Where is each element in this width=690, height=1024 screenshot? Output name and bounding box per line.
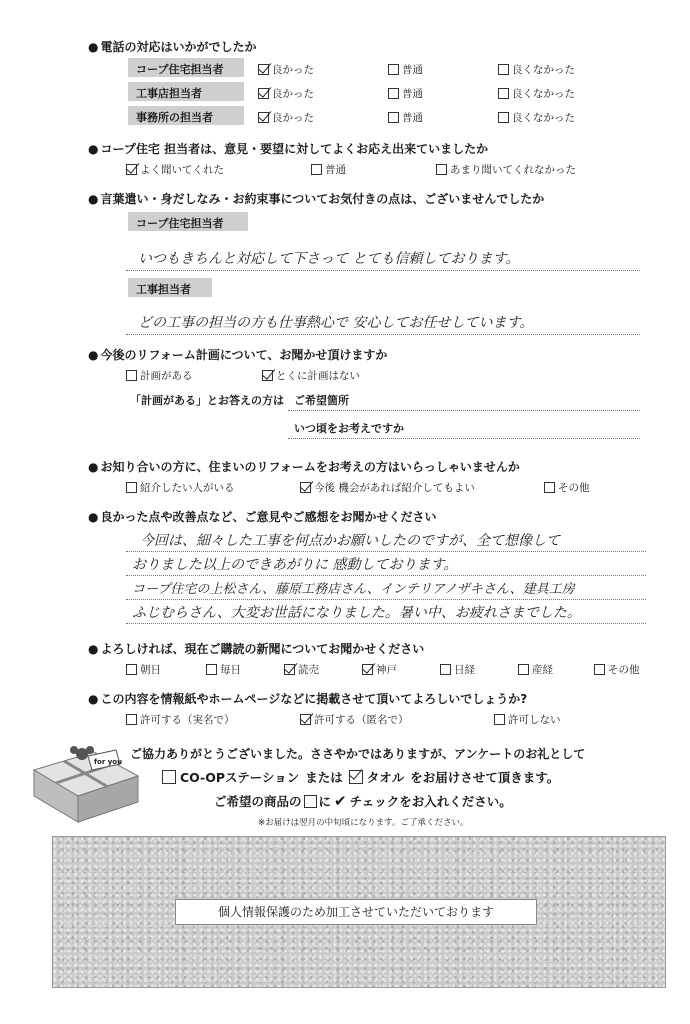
q1-row1-label: コープ住宅担当者 [128,58,244,77]
option-label: 神戸 [376,664,397,676]
q7-opt7[interactable] [594,662,640,677]
q7-opt3[interactable] [284,662,319,677]
field-line[interactable] [288,410,640,411]
checkbox-checked-icon[interactable] [284,664,295,675]
gift-option2-checkbox[interactable] [349,770,363,784]
option-label: その他 [608,664,640,676]
q4-field2: いつ頃をお考えですか [294,422,404,435]
q3-label1: コープ住宅担当者 [128,212,248,231]
checkbox-checked-icon[interactable] [262,370,273,381]
checkbox-icon[interactable] [498,112,509,123]
option-label: 産経 [532,664,553,676]
checkbox-icon[interactable] [440,664,451,675]
option-label: よく聞いてくれた [140,164,224,176]
gift-box-icon [30,736,142,826]
checkbox-checked-icon[interactable] [258,88,269,99]
gift-mid-text: または [305,770,343,785]
gift-choice-row [162,768,559,786]
checkbox-icon[interactable] [518,664,529,675]
q3-label2: 工事担当者 [128,278,212,297]
gift-tag-text: for you [94,758,123,766]
answer-line [126,623,646,624]
checkbox-icon[interactable] [594,664,605,675]
q1-row3-opt3[interactable] [498,110,575,125]
q2-opt3[interactable] [436,162,576,177]
gift-option1-checkbox[interactable] [162,770,176,784]
option-label: 今後 機会があれば紹介してもよい [314,482,475,494]
q2-opt1[interactable] [126,162,224,177]
q1-row3-opt2[interactable] [388,110,423,125]
option-label: 普通 [402,88,423,100]
option-label: 許可する（匿名で） [314,714,409,726]
option-label: 良くなかった [512,64,575,76]
option-label: 紹介したい人がいる [140,482,235,494]
q6-line2: おりました以上のできあがりに 感動しております。 [132,557,458,573]
option-label: あまり聞いてくれなかった [450,164,576,176]
q7-opt1[interactable] [126,662,161,677]
checkbox-icon[interactable] [388,88,399,99]
q5-title: ● お知り合いの方に、住まいのリフォームをお考えの方はいらっしゃいませんか [88,458,520,475]
checkbox-icon[interactable] [498,64,509,75]
q8-title: ● この内容を情報紙やホームページなどに掲載させて頂いてよろしいでしょうか? [88,690,527,707]
q7-opt5[interactable] [440,662,475,677]
q4-title: ● 今後のリフォーム計画について、お聞かせ頂けますか [88,346,387,363]
field-line[interactable] [288,438,640,439]
checkbox-icon[interactable] [311,164,322,175]
q1-row2-label: 工事店担当者 [128,82,244,101]
checkbox-icon[interactable] [436,164,447,175]
option-label: 許可しない [508,714,561,726]
gift-delivery-note: ※お届けは翌月の中旬頃になります。ご了承ください。 [258,818,469,828]
q7-title: ● よろしければ、現在ご購読の新聞についてお聞かせください [88,640,424,657]
q1-row1-opt2[interactable] [388,62,423,77]
gift-option1-label: CO-OPステーション [180,770,300,785]
answer-line [126,270,640,271]
checkbox-checked-icon[interactable] [300,714,311,725]
q4-opt1[interactable] [126,368,193,383]
checkbox-icon[interactable] [494,714,505,725]
q4-field1: ご希望箇所 [294,394,349,407]
option-label: 普通 [402,64,423,76]
gift-thanks-line: ご協力ありがとうございました。ささやかではありますが、アンケートのお礼として [130,747,586,761]
q8-opt3[interactable] [494,712,561,727]
q6-line3: コープ住宅の上松さん、藤原工務店さん、インテリアノザキさん、建具工房 [132,582,575,597]
option-label: 普通 [402,112,423,124]
gift-instr-b: に [318,794,332,809]
gift-instr-a: ご希望の商品の [214,794,302,809]
q7-opt2[interactable] [206,662,241,677]
checkmark-icon: ✔ [334,792,347,810]
q7-opt4[interactable] [362,662,397,677]
checkbox-checked-icon[interactable] [362,664,373,675]
gift-instr-c: チェックをお入れください。 [349,794,512,809]
gift-tail-text: をお届けさせて頂きます。 [410,770,560,785]
option-label: 良くなかった [512,112,575,124]
gift-instruction-row [214,792,512,810]
gift-option2-label: タオル [366,770,405,785]
checkbox-icon[interactable] [126,664,137,675]
q7-opt6[interactable] [518,662,553,677]
option-label: とくに計画はない [276,370,360,382]
sample-checkbox-icon [304,795,317,808]
q1-row2-opt2[interactable] [388,86,423,101]
q8-opt1[interactable] [126,712,235,727]
q1-row3-opt1[interactable] [258,110,314,125]
checkbox-icon[interactable] [388,112,399,123]
q8-opt2[interactable] [300,712,409,727]
option-label: 朝日 [140,664,161,676]
q1-row1-opt3[interactable] [498,62,575,77]
q5-opt2[interactable] [300,480,475,495]
q3-title: ● 言葉遣い・身だしなみ・お約束事についてお気付きの点は、ございませんでしたか [88,190,544,207]
checkbox-icon[interactable] [126,714,137,725]
checkbox-icon[interactable] [388,64,399,75]
q1-title: ● 電話の対応はいかがでしたか [88,38,257,55]
privacy-note: 個人情報保護のため加工させていただいております [175,899,537,925]
option-label: 良かった [272,64,314,76]
option-label: 毎日 [220,664,241,676]
option-label: 良かった [272,88,314,100]
checkbox-icon[interactable] [544,482,555,493]
q1-row1-opt1[interactable] [258,62,314,77]
checkbox-icon[interactable] [498,88,509,99]
checkbox-icon[interactable] [126,370,137,381]
option-label: 日経 [454,664,475,676]
q5-opt3[interactable] [544,480,590,495]
option-label: 計画がある [140,370,193,382]
option-label: 普通 [325,164,346,176]
q4-followup: 「計画がある」とお答えの方は [130,394,284,407]
option-label: 許可する（実名で） [140,714,235,726]
q2-opt2[interactable] [311,162,346,177]
checkbox-checked-icon[interactable] [258,64,269,75]
checkbox-checked-icon[interactable] [300,482,311,493]
answer-line [126,599,646,600]
q4-opt2[interactable] [262,368,360,383]
answer-line [126,334,640,335]
checkbox-checked-icon[interactable] [258,112,269,123]
option-label: 読売 [298,664,319,676]
q5-opt1[interactable] [126,480,235,495]
q6-line4: ふじむらさん、大変お世話になりました。暑い中、お疲れさまでした。 [132,605,581,621]
checkbox-checked-icon[interactable] [126,164,137,175]
checkbox-icon[interactable] [126,482,137,493]
q1-row3-label: 事務所の担当者 [128,106,244,125]
q3-answer2: どの工事の担当の方も仕事熱心で 安心してお任せしています。 [138,315,534,331]
checkbox-icon[interactable] [206,664,217,675]
q3-answer1: いつもきちんと対応して下さって とても信頼しております。 [138,251,520,267]
q6-line1: 今回は、細々した工事を何点かお願いしたのですが、全て想像して [140,533,560,549]
option-label: その他 [558,482,590,494]
q1-row2-opt3[interactable] [498,86,575,101]
answer-line [126,551,646,552]
answer-line [126,575,646,576]
option-label: 良くなかった [512,88,575,100]
q6-title: ● 良かった点や改善点など、ご意見やご感想をお聞かせください [88,508,437,525]
option-label: 良かった [272,112,314,124]
q2-title: ● コープ住宅 担当者は、意見・要望に対してよくお応え出来ていましたか [88,140,488,157]
q1-row2-opt1[interactable] [258,86,314,101]
